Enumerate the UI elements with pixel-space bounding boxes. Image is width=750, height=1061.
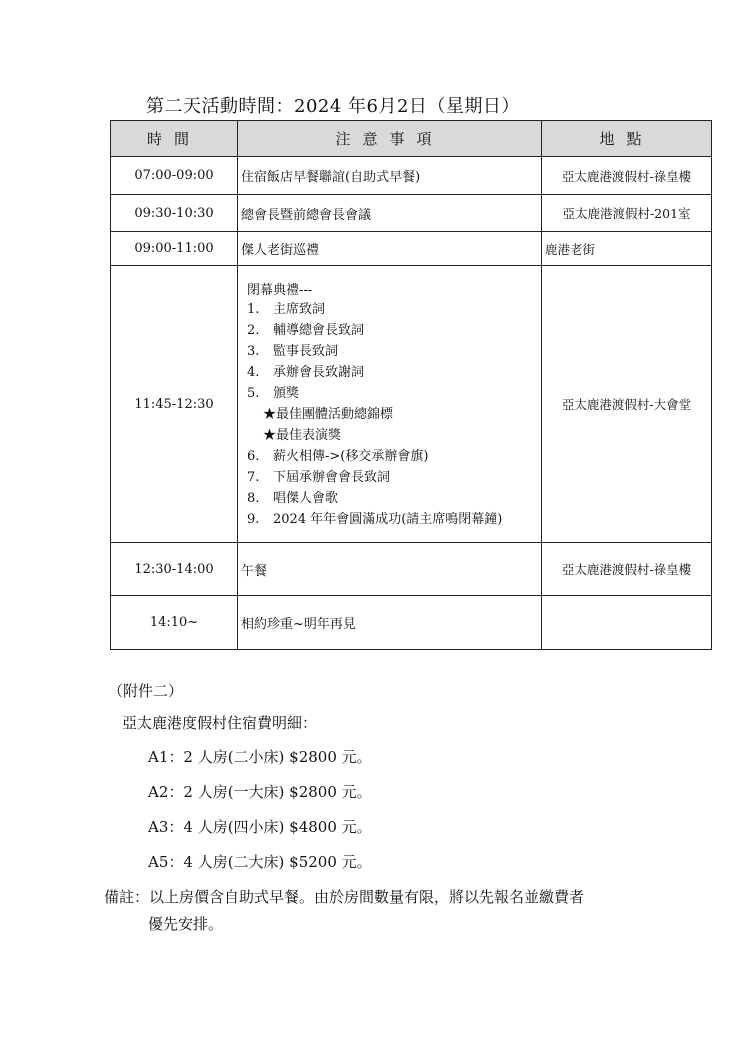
row-item: 總會長暨前總會長會議 (238, 195, 542, 232)
note-line-2: 優先安排。 (148, 915, 224, 933)
list-item: 7. 下屆承辦會會長致詞 (247, 469, 391, 485)
table-row (111, 596, 712, 650)
row-location (542, 596, 712, 650)
table-row (111, 157, 712, 195)
table-row (111, 195, 712, 232)
row-time: 14:10~ (111, 596, 238, 650)
list-item: 2. 輔導總會長致詞 (247, 322, 365, 338)
ceremony-heading: 閉幕典禮--- (247, 282, 313, 298)
annex-heading: 亞太鹿港度假村住宿費明細： (122, 714, 318, 732)
row-item: 相約珍重~明年再見 (238, 596, 542, 650)
table-row (111, 232, 712, 266)
row-location: 亞太鹿港渡假村-201室 (542, 195, 712, 232)
room-rate-a1: A1：2 人房(二小床) $2800 元。 (148, 748, 372, 766)
row-item: 住宿飯店早餐聯誼(自助式早餐) (238, 157, 542, 195)
row-time: 07:00-09:00 (111, 157, 238, 195)
row-time: 09:30-10:30 (111, 195, 238, 232)
row-time: 09:00-11:00 (111, 232, 238, 266)
list-item: 1. 主席致詞 (247, 301, 326, 317)
room-rate-a5: A5：4 人房(二大床) $5200 元。 (148, 853, 372, 871)
ceremony-list (241, 299, 541, 530)
room-rate-a2: A2：2 人房(一大床) $2800 元。 (148, 783, 372, 801)
room-rate-a3: A3：4 人房(四小床) $4800 元。 (148, 818, 372, 836)
table-row (111, 543, 712, 596)
list-item: 9. 2024 年年會圓滿成功(請主席鳴閉幕鐘) (247, 511, 503, 527)
row-time: 11:45-12:30 (111, 266, 238, 543)
row-location: 亞太鹿港渡假村-祿皇樓 (542, 157, 712, 195)
list-item: 6. 薪火相傳->(移交承辦會旗) (247, 448, 429, 464)
page-title: 第二天活動時間：2024 年6月2日（星期日） (146, 96, 520, 117)
schedule-table (110, 120, 712, 650)
ceremony-cell (238, 266, 542, 543)
header-notes: 注意事項 (238, 121, 542, 157)
row-location: 鹿港老街 (542, 232, 712, 266)
row-location: 亞太鹿港渡假村-祿皇樓 (542, 543, 712, 596)
annex-label: （附件二） (108, 682, 184, 700)
list-item: 8. 唱傑人會歌 (247, 490, 339, 506)
table-header-row (111, 121, 712, 157)
header-time: 時間 (111, 121, 238, 157)
row-location: 亞太鹿港渡假村-大會堂 (542, 266, 712, 543)
note-line-1: 備註：以上房價含自助式早餐。由於房間數量有限，將以先報名並繳費者 (104, 888, 585, 906)
award-item: ★最佳團體活動總錦標 (263, 406, 394, 422)
row-item: 午餐 (238, 543, 542, 596)
row-time: 12:30-14:00 (111, 543, 238, 596)
award-item: ★最佳表演獎 (263, 427, 342, 443)
list-item: 5. 頒獎 (247, 385, 300, 401)
row-item: 傑人老街巡禮 (238, 232, 542, 266)
list-item: 4. 承辦會長致謝詞 (247, 364, 365, 380)
list-item: 3. 監事長致詞 (247, 343, 339, 359)
header-location: 地點 (542, 121, 712, 157)
table-row (111, 266, 712, 543)
